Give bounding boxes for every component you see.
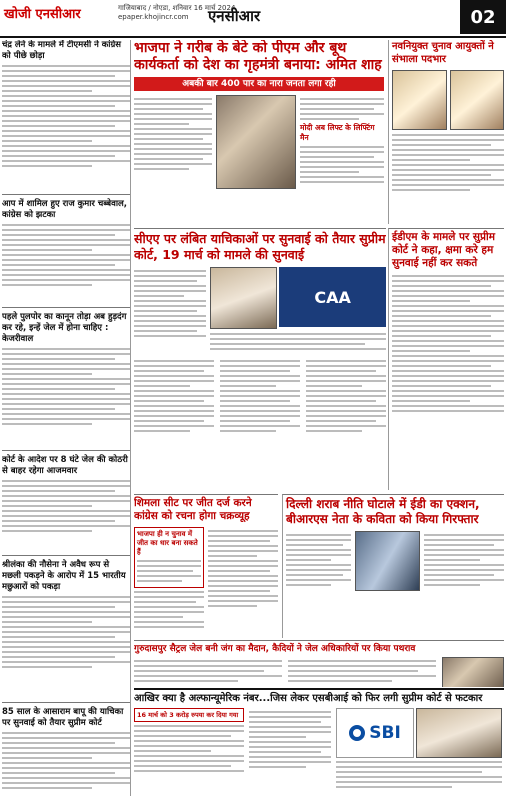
delhi-body-right [424, 531, 504, 591]
gurdaspur-body-1 [134, 657, 282, 687]
shimla-box-body [137, 560, 201, 582]
shimla-body-left [134, 591, 204, 628]
sbi-body-3 [336, 761, 502, 788]
sbi-box-label: 16 मार्च को 3 करोड़ रुपया कर दिया गया [137, 711, 239, 719]
top-story-body-right-2 [300, 146, 384, 183]
article-headline: कोर्ट के आदेश पर 8 घंटे जेल की कोठरी से बाहर रहेगा आजमवार [2, 455, 128, 476]
article-headline: 85 साल के आसाराम बापू की याचिका पर सुनवाई को तैयार सुप्रीम कोर्ट [2, 707, 124, 728]
evm-headline: ईडीएम के मामले पर सुप्रीम कोर्ट ने कहा, क्षमा करे हम सुनवाई नहीं कर सकते [392, 231, 495, 269]
delhi-liquor-story [282, 494, 504, 638]
gurdaspur-story [134, 640, 504, 687]
sbi-logo-icon [349, 725, 365, 741]
jail-photo [442, 657, 504, 687]
left-article-1 [2, 40, 130, 190]
amit-shah-photo [216, 95, 296, 189]
gurdaspur-body-2 [288, 657, 436, 687]
commissioner-photo-2 [450, 70, 505, 130]
sbi-logo [336, 708, 414, 758]
page-number: 02 [460, 0, 506, 34]
caa-protest-photo: CAA [279, 267, 386, 327]
edition-date: गाजियाबाद / नोएडा, शनिवार 16 मार्च 2024 [118, 4, 236, 12]
kavitha-photo [355, 531, 420, 591]
left-column [2, 40, 131, 796]
right-top-story [388, 40, 504, 224]
sbi-body-2 [249, 708, 331, 791]
shimla-body-right [208, 527, 278, 631]
article-body [2, 65, 130, 167]
article-body [2, 596, 130, 668]
left-article-3 [2, 312, 130, 446]
article-body [2, 732, 130, 789]
caa-body-right [210, 333, 386, 350]
caa-headline: सीएए पर लंबित याचिकाओं पर सुनवाई को तैयार सुप्रीम कोर्ट, 19 मार्च को मामले की सुनवाई [134, 231, 386, 262]
shimla-box-headline: भाजपा ही न चुनाव में जीत का धार बना सकते हैं [137, 530, 198, 556]
top-story-body-left [134, 95, 212, 189]
caa-body-col1 [134, 357, 214, 435]
caa-story [134, 228, 386, 491]
shimla-headline: शिमला सीट पर जीत दर्ज करने कांग्रेस को रचना होगा चक्रव्यूह [134, 497, 252, 522]
evm-story [388, 228, 504, 490]
shimla-story [134, 494, 278, 639]
left-article-4 [2, 455, 130, 551]
left-article-6 [2, 707, 130, 796]
sbi-body-1 [134, 725, 244, 772]
caa-body-col2 [220, 357, 300, 435]
supreme-court-photo [210, 267, 277, 329]
left-article-2 [2, 199, 130, 303]
article-headline: आप में शामिल हुए राज कुमार चब्बेवाल, कांग्रेस को झटका [2, 199, 128, 220]
right-top-headline: नवनियुक्त चुनाव आयुक्तों ने संभाला पदभार [392, 41, 494, 65]
top-story-subhead: मोदी अब लिफ्ट के लिफ्टिंग मैन [300, 123, 375, 142]
edition-site: epaper.khojincr.com [118, 13, 189, 21]
newspaper-brand: खोजी एनसीआर [4, 7, 81, 22]
evm-body [392, 275, 504, 412]
article-body [2, 480, 130, 532]
article-headline: पहले पुलपोर का कानून तोड़ा अब हुड़दंग कर रहे, इन्हें जेल में होना चाहिए : केजरीवाल [2, 312, 127, 344]
sbi-story [134, 688, 504, 800]
article-body [2, 224, 130, 286]
top-story-body-right [300, 98, 384, 120]
top-story-banner: अबकी बार 400 पार का नारा जनता लगा रही [134, 77, 384, 91]
top-story [134, 40, 384, 224]
delhi-headline: दिल्ली शराब नीति घोटाले में ईडी का एक्शन, बीआरएस नेता के कविता को किया गिरफ्तार [286, 497, 480, 526]
left-article-5 [2, 560, 130, 698]
top-story-headline: भाजपा ने गरीब के बेटे को पीएम और बूथ कार्यकर्ता को देश का गृहमंत्री बनाया: अमित शाह [134, 40, 382, 73]
section-title: एनसीआर [208, 7, 261, 25]
sbi-logo-text: SBI [369, 723, 401, 743]
article-headline: श्रीलंका की नौसेना ने अवैध रूप से मछली पकड़ने के आरोप में 15 भारतीय मछुआरों को पकड़ा [2, 560, 126, 592]
commissioner-photo-1 [392, 70, 447, 130]
article-headline: चंद्र लेने के मामले में टीएमसी ने कांग्रेस को पीछे छोड़ा [2, 40, 122, 61]
right-top-body [392, 134, 504, 191]
sbi-headline: आखिर क्या है अल्फान्यूमेरिक नंबर...जिस लेकर एसबीआई को फिर लगी सुप्रीम कोर्ट से फटकार [134, 693, 483, 704]
article-body [2, 348, 130, 425]
caa-body-left [134, 267, 206, 353]
gurdaspur-headline: गुरुदासपुर सैट्रल जेल बनी जंग का मैदान, कैदियों ने जेल अधिकारियों पर किया पथराव [134, 644, 416, 654]
caa-body-col3 [306, 357, 386, 435]
delhi-body-left [286, 531, 351, 591]
page-header [0, 0, 506, 38]
supreme-court-building-photo [416, 708, 502, 758]
